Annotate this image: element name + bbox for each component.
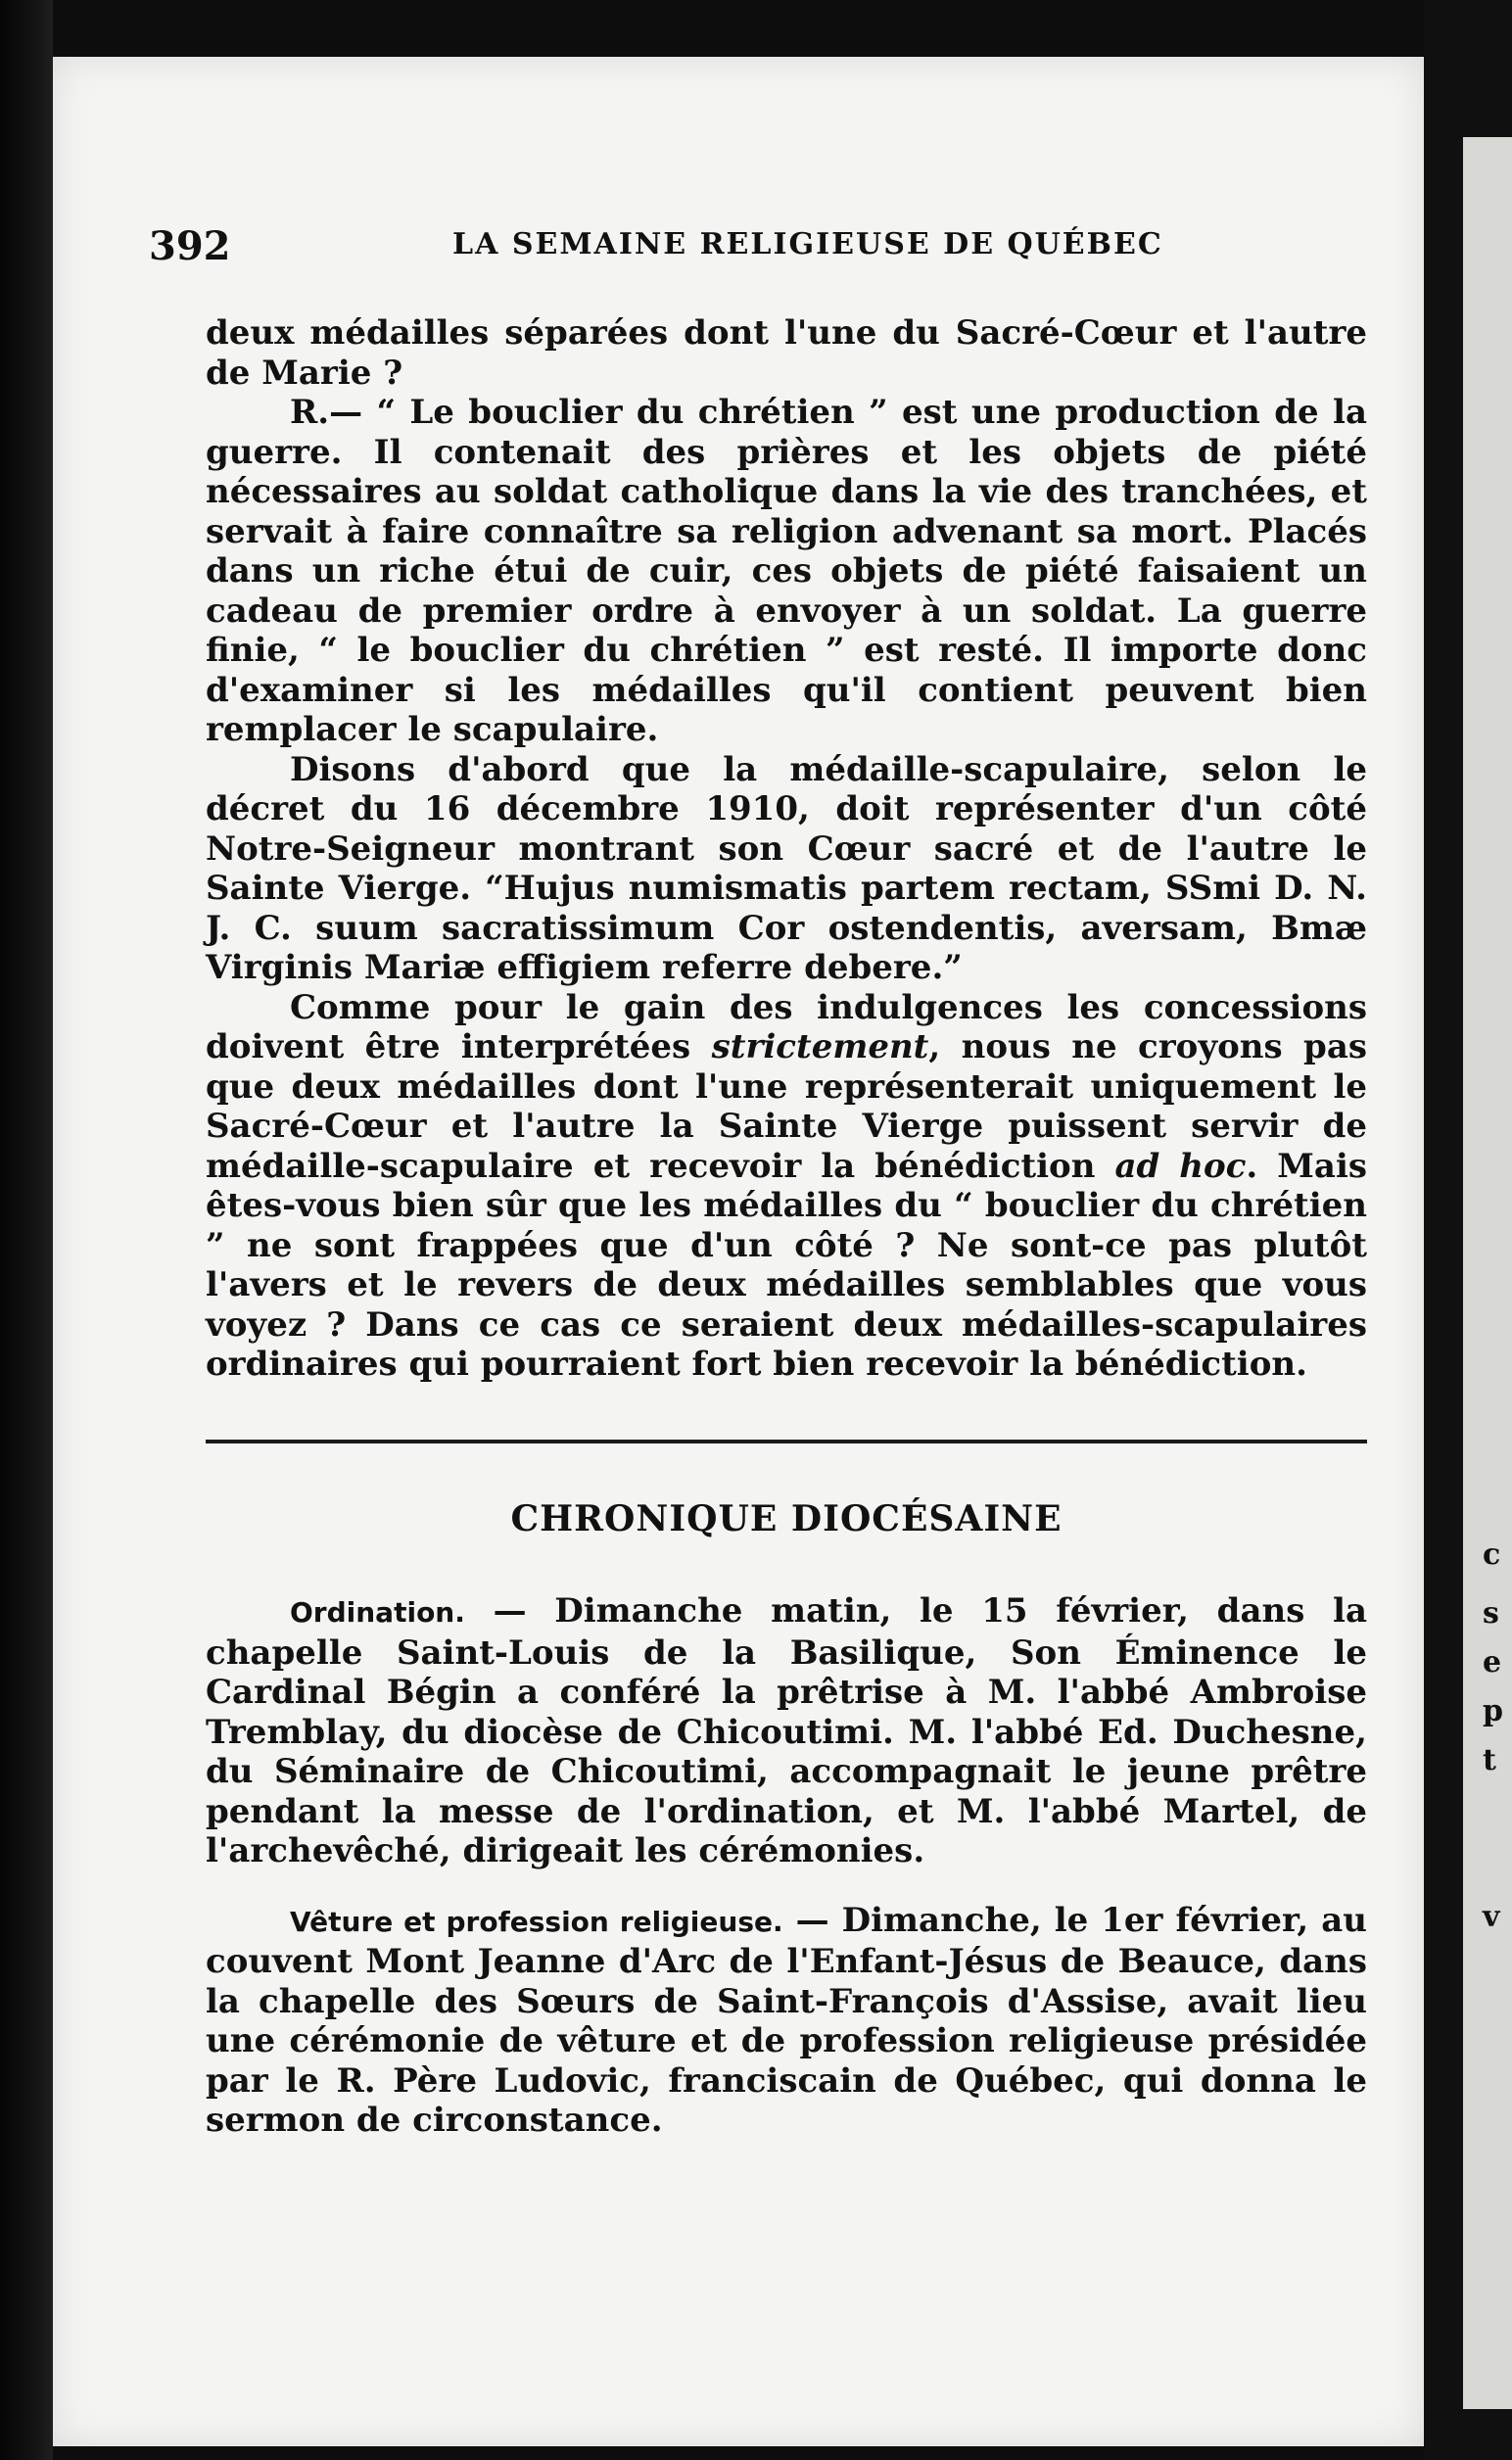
scan-border-left	[0, 0, 53, 2460]
chronicle-entry	[206, 1591, 1367, 1871]
paragraph: R.— “ Le bouclier du chrétien ” est une production de la guerre. Il contenait des prières et les objets de piété nécessaires au soldat catholique dans la vie des tranchées, et servait à faire connaître sa religion advenant sa mort. Placés dans un riche étui de cuir, ces objets de piété faisaient un cadeau de premier ordre à envoyer à un soldat. La guerre finie, “ le bouclier du chrétien ” est resté. Il importe donc d'examiner si les médailles qu'il contient peuvent bien remplacer le scapulaire.	[206, 393, 1367, 749]
article-body	[206, 313, 1367, 1385]
italic-text: strictement	[711, 1027, 929, 1066]
entry-heading: Vêture et profession religieuse.	[290, 1905, 783, 1938]
adjacent-fragment: p	[1483, 1694, 1503, 1728]
section-divider	[206, 1440, 1367, 1443]
entry-text: — Dimanche, le 1er février, au couvent Mont Jeanne d'Arc de l'Enfant-Jésus de Beauce, dans la chapelle des Sœurs de Saint-François d'Assise, avait lieu une cérémonie de vêture et de profession religieuse présidée par le R. Père Ludovic, franciscain de Québec, qui donna le sermon de circonstance.	[206, 1900, 1367, 2140]
text-span: , nous ne croyons pas que deux médailles dont l'une représenterait uniquement le Sacré-Cœur et l'autre la Sainte Vierge puissent servir de médaille-scapulaire et recevoir la bénédiction	[206, 1027, 1368, 1186]
running-head: LA SEMAINE RELIGIEUSE DE QUÉBEC	[452, 227, 1163, 261]
chronicle-entry	[206, 1901, 1367, 2141]
page-number: 392	[149, 223, 231, 269]
entry-heading: Ordination.	[290, 1596, 465, 1629]
paragraph: deux médailles séparées dont l'une du Sacré-Cœur et l'autre de Marie ?	[206, 313, 1367, 393]
entry-text: — Dimanche matin, le 15 février, dans la chapelle Saint-Louis de la Basilique, Son Éminence le Cardinal Bégin a conféré la prêtrise à M. l'abbé Ambroise Tremblay, du diocèse de Chicoutimi. M. l'abbé Ed. Duchesne, du Séminaire de Chicoutimi, accompagnait le jeune prêtre pendant la messe de l'ordination, et M. l'abbé Martel, de l'archevêché, dirigeait les cérémonies.	[206, 1591, 1367, 1870]
page-header	[149, 223, 1365, 272]
adjacent-fragment: v	[1483, 1900, 1500, 1934]
paragraph: Disons d'abord que la médaille-scapulaire, selon le décret du 16 décembre 1910, doit représenter d'un côté Notre-Seigneur montrant son Cœur sacré et de l'autre le Sainte Vierge. “Hujus numismatis partem rectam, SSmi D. N. J. C. suum sacratissimum Cor ostendentis, aversam, Bmæ Virginis Mariæ effigiem referre debere.”	[206, 749, 1367, 987]
chronicle-section	[206, 1591, 1367, 2170]
adjacent-fragment: e	[1483, 1645, 1502, 1679]
adjacent-page-edge	[1463, 137, 1512, 2409]
paragraph	[206, 988, 1367, 1385]
adjacent-fragment: s	[1483, 1596, 1499, 1631]
section-title: CHRONIQUE DIOCÉSAINE	[510, 1498, 1063, 1539]
text-span: . Mais êtes-vous bien sûr que les médailles du “ bouclier du chrétien ” ne sont frappées que d'un côté ? Ne sont-ce pas plutôt l'avers et le revers de deux médailles semblables que vous voyez ? Dans ce cas ce seraient deux médailles-scapulaires ordinaires qui pourraient fort bien recevoir la bénédiction.	[206, 1146, 1368, 1384]
adjacent-fragment: c	[1483, 1538, 1501, 1572]
adjacent-fragment: t	[1483, 1743, 1496, 1777]
italic-text: ad hoc	[1114, 1146, 1247, 1186]
text-span: Comme pour le gain des indulgences les concessions doivent être interprétées	[206, 987, 1367, 1066]
